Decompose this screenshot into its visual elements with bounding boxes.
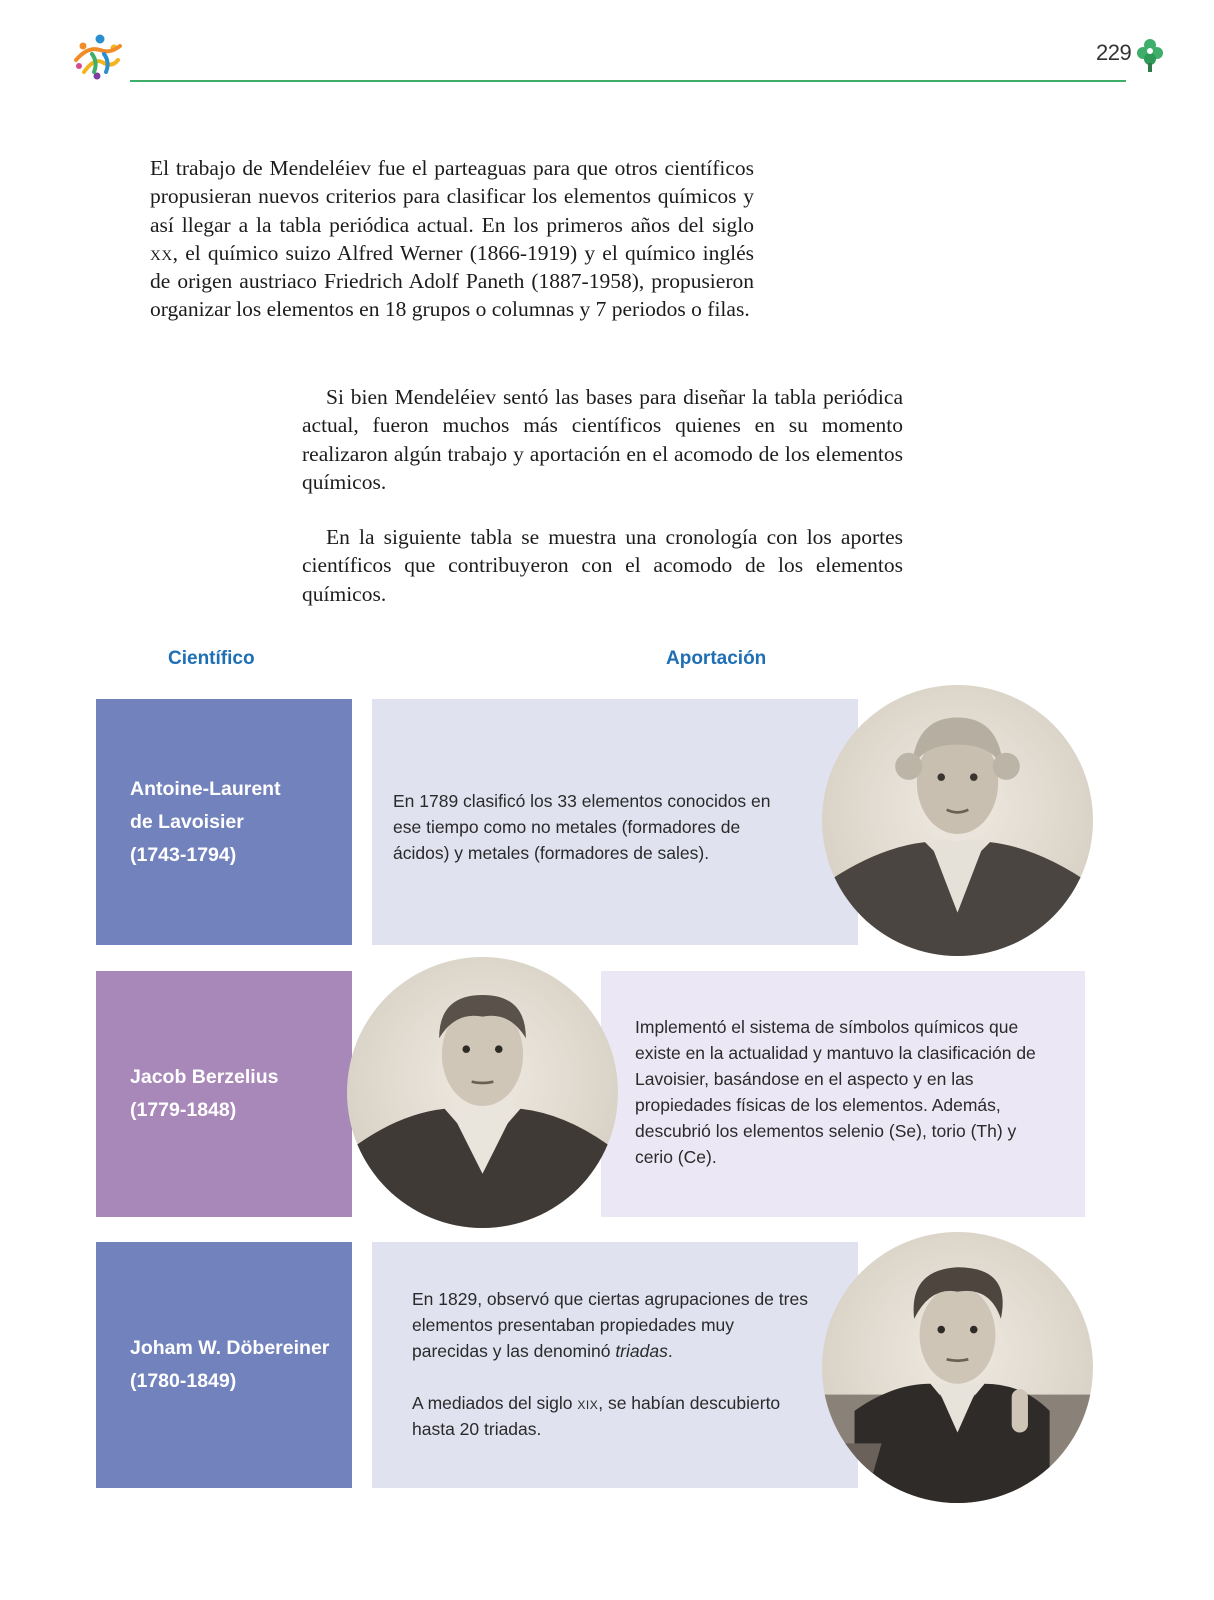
mendeleev-paragraph: Si bien Mendeléiev sentó las bases para diseñar la tabla periódica actual, fueron muchos más científicos quienes en su momento realizaron algún trabajo y aportación en el acomodo de los elementos químicos. (302, 385, 903, 494)
contribution-lavoisier: En 1789 clasificó los 33 elementos conocidos en ese tiempo como no metales (formadores de ácidos) y metales (formadores de sales). (372, 699, 858, 945)
column-header-contribution: Aportación (666, 648, 767, 669)
berzelius-portrait (347, 957, 618, 1228)
intro-paragraph: El trabajo de Mendeléiev fue el parteaguas para que otros científicos propusieran nuevos criterios para clasificar los elementos químicos y así llegar a la tabla periódica actual. En los primeros años del siglo xx, el químico suizo Alfred Werner (1866-1919) y el químico inglés de origen austriaco Friedrich Adolf Paneth (1887-1958), propusieron organizar los elementos en 18 grupos o columnas y 7 periodos o filas. (150, 156, 754, 322)
scientist-name-lavoisier: Antoine-Laurent de Lavoisier (1743-1794) (96, 699, 352, 945)
dobereiner-portrait (822, 1232, 1093, 1503)
table-intro-paragraph: En la siguiente tabla se muestra una cronología con los aportes científicos que contribuyeron con el acomodo de los elementos químicos. (302, 525, 903, 606)
scientist-name-dobereiner: Joham W. Döbereiner (1780-1849) (96, 1242, 352, 1488)
column-header-scientist: Científico (168, 648, 255, 669)
contribution-dobereiner (372, 1242, 858, 1488)
contribution-dobereiner-text-1: En 1829, observó que ciertas agrupaciones de tres elementos presentaban propiedades muy parecidas y las denominó triadas. (412, 1289, 808, 1361)
multicolor-figures-logo-icon (70, 32, 126, 84)
lavoisier-portrait (822, 685, 1093, 956)
green-tree-icon (1136, 38, 1164, 72)
scientist-name-berzelius: Jacob Berzelius (1779-1848) (96, 971, 352, 1217)
header-rule (130, 80, 1126, 82)
contribution-dobereiner-text-2: A mediados del siglo xix, se habían descubierto hasta 20 triadas. (412, 1393, 781, 1439)
contribution-berzelius: Implementó el sistema de símbolos químicos que existe en la actualidad y mantuvo la clasificación de Lavoisier, basándose en el aspecto y en las propiedades físicas de los elementos. Además, descubrió los elementos selenio (Se), torio (Th) y cerio (Ce). (601, 971, 1085, 1217)
page-number: 229 (1096, 40, 1132, 65)
